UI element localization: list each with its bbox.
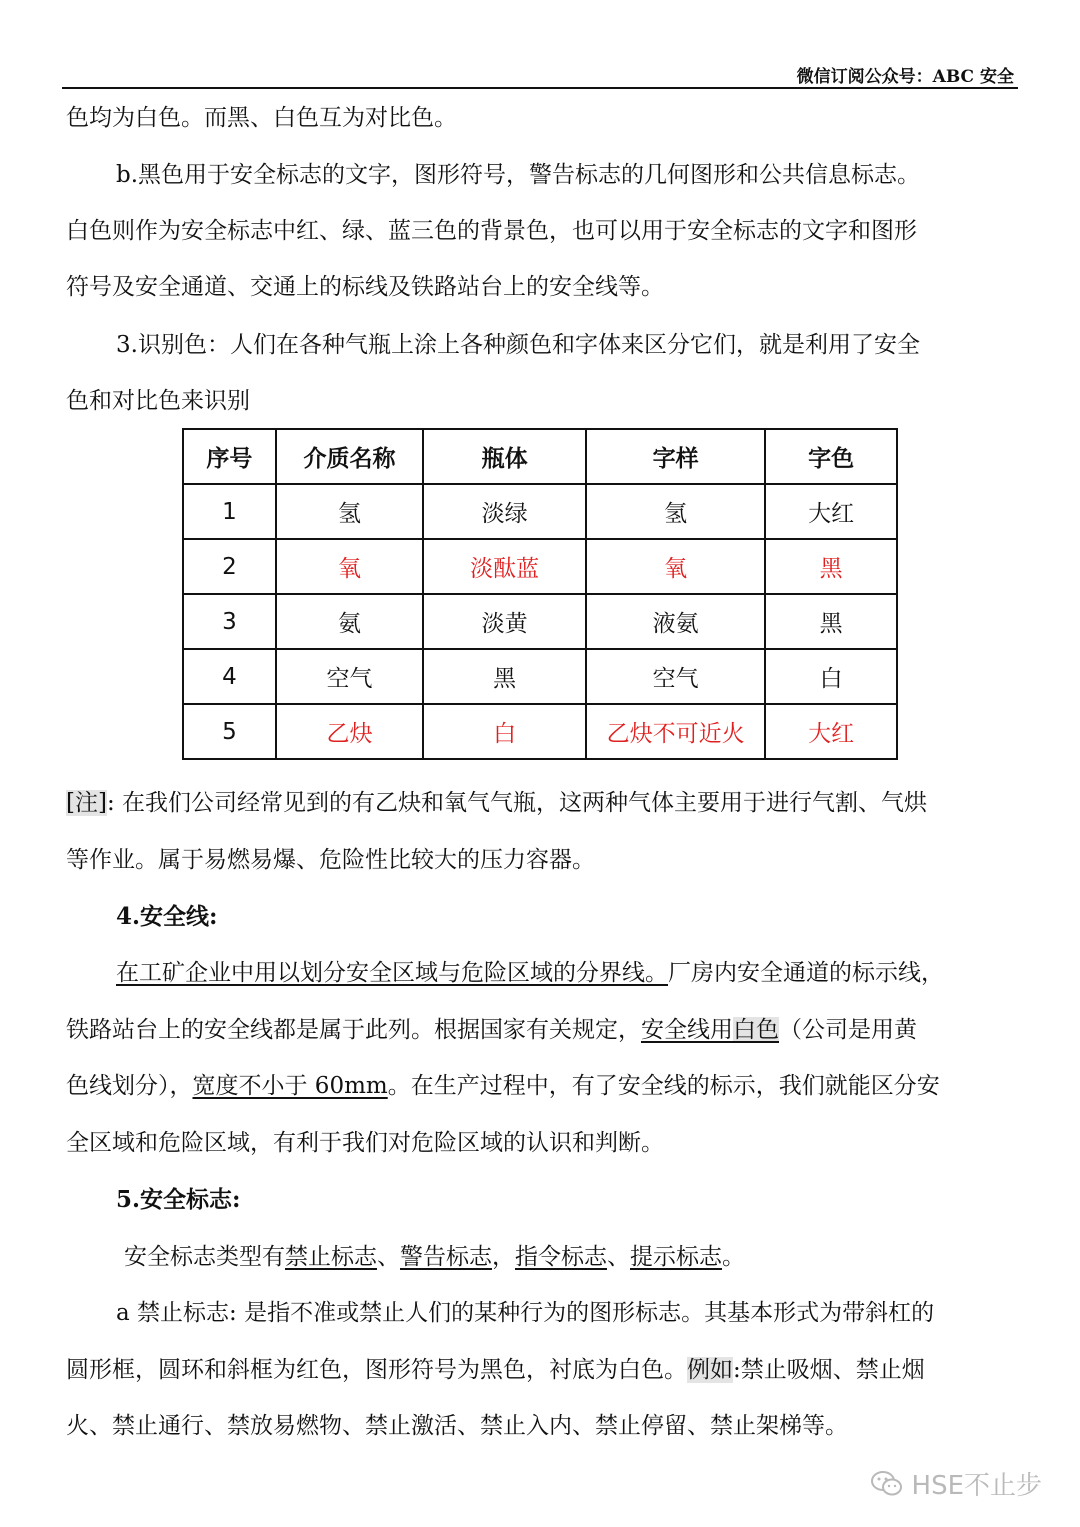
table-cell: 黑	[765, 594, 897, 649]
table-cell: 3	[183, 594, 276, 649]
table-row	[183, 594, 897, 649]
table-header-cell: 字色	[765, 429, 897, 484]
table-cell: 氢	[586, 484, 765, 539]
table-cell: 液氨	[586, 594, 765, 649]
table-row-highlighted	[183, 539, 897, 594]
section4-title: 4.安全线:	[116, 903, 218, 930]
safety-line-rule	[641, 1017, 779, 1043]
table-cell: 氧	[276, 539, 424, 594]
warning-sign-type: 警告标志	[400, 1244, 492, 1270]
section4-line3	[66, 1071, 1026, 1101]
section4-line2	[66, 1015, 1026, 1045]
table-cell: 白	[765, 649, 897, 704]
table-cell: 黑	[423, 649, 586, 704]
table-cell: 氢	[276, 484, 424, 539]
section4-text: （公司是用黄	[779, 1017, 917, 1043]
table-cell: 乙炔	[276, 704, 424, 759]
table-cell: 氨	[276, 594, 424, 649]
section4-text: 铁路站台上的安全线都是属于此列。根据国家有关规定，	[66, 1017, 641, 1043]
wechat-icon	[870, 1469, 904, 1499]
table-row-highlighted	[183, 704, 897, 759]
section5-text: :禁止吸烟、禁止烟	[733, 1357, 925, 1383]
note-line1	[66, 788, 1026, 818]
section5-a-line1: a 禁止标志: 是指不准或禁止人们的某种行为的图形标志。其基本形式为带斜杠的	[116, 1300, 935, 1326]
table-header-cell: 介质名称	[276, 429, 424, 484]
watermark	[870, 1465, 1042, 1502]
section5-title: 5.安全标志:	[116, 1186, 241, 1213]
table-header-cell: 序号	[183, 429, 276, 484]
section4-definition: 在工矿企业中用以划分安全区域与危险区域的分界线。	[116, 960, 668, 986]
separator: 。	[722, 1244, 745, 1270]
separator: 、	[607, 1244, 630, 1270]
table-cell: 白	[423, 704, 586, 759]
paragraph-b-line3: 符号及安全通道、交通上的标线及铁路站台上的安全线等。	[66, 274, 664, 300]
white-color-highlight: 白色	[733, 1017, 779, 1043]
section4-text: 厂房内安全通道的标示线，	[668, 960, 944, 986]
table-cell: 5	[183, 704, 276, 759]
width-requirement: 宽度不小于 60mm	[192, 1073, 388, 1099]
header-divider	[62, 87, 1018, 89]
table-header-cell: 瓶体	[423, 429, 586, 484]
separator: ，	[492, 1244, 515, 1270]
table-cell: 空气	[276, 649, 424, 704]
section5-text: 安全标志类型有	[124, 1244, 285, 1270]
watermark-text: HSE不止步	[911, 1471, 1042, 1501]
information-sign-type: 提示标志	[630, 1244, 722, 1270]
table-cell: 淡黄	[423, 594, 586, 649]
paragraph-b-line2: 白色则作为安全标志中红、绿、蓝三色的背景色，也可以用于安全标志的文字和图形	[66, 218, 917, 244]
table-cell: 4	[183, 649, 276, 704]
example-highlight: 例如	[687, 1357, 733, 1383]
gas-cylinder-color-table	[182, 428, 898, 760]
table-cell: 空气	[586, 649, 765, 704]
table-header-cell: 字样	[586, 429, 765, 484]
section4-text: 安全线用	[641, 1017, 733, 1043]
note-line2: 等作业。属于易燃易爆、危险性比较大的压力容器。	[66, 847, 595, 873]
paragraph-b-line1: b.黑色用于安全标志的文字，图形符号，警告标志的几何图形和公共信息标志。	[116, 162, 921, 188]
section5-types	[124, 1242, 1080, 1272]
table-row	[183, 484, 897, 539]
section4-line1	[116, 958, 1076, 988]
mandatory-sign-type: 指令标志	[515, 1244, 607, 1270]
table-cell: 大红	[765, 484, 897, 539]
section5-a-line2	[66, 1355, 1026, 1385]
table-cell: 淡绿	[423, 484, 586, 539]
table-cell: 乙炔不可近火	[586, 704, 765, 759]
paragraph-3-line2: 色和对比色来识别	[66, 388, 250, 414]
table-cell: 1	[183, 484, 276, 539]
section4-line4: 全区域和危险区域，有利于我们对危险区域的认识和判断。	[66, 1130, 664, 1156]
prohibition-sign-type: 禁止标志	[285, 1244, 377, 1270]
paragraph-contrast: 色均为白色。而黑、白色互为对比色。	[66, 105, 457, 131]
separator: 、	[377, 1244, 400, 1270]
section4-text: 色线划分），	[66, 1073, 193, 1099]
section4-text: 。在生产过程中，有了安全线的标示，我们就能区分安	[387, 1073, 940, 1099]
table-header-row	[183, 429, 897, 484]
note-tag: [注]	[66, 790, 107, 816]
table-cell: 氧	[586, 539, 765, 594]
header-title: 微信订阅公众号：ABC 安全	[796, 67, 1014, 87]
section5-text: 圆形框，圆环和斜框为红色，图形符号为黑色，衬底为白色。	[66, 1357, 687, 1383]
paragraph-3-line1: 3.识别色：人们在各种气瓶上涂上各种颜色和字体来区分它们，就是利用了安全	[116, 332, 920, 358]
table-cell: 淡酞蓝	[423, 539, 586, 594]
table-cell: 大红	[765, 704, 897, 759]
table-row	[183, 649, 897, 704]
table-cell: 2	[183, 539, 276, 594]
table-cell: 黑	[765, 539, 897, 594]
note-text: : 在我们公司经常见到的有乙炔和氧气气瓶，这两种气体主要用于进行气割、气烘	[106, 790, 928, 816]
section5-a-line3: 火、禁止通行、禁放易燃物、禁止激活、禁止入内、禁止停留、禁止架梯等。	[66, 1413, 848, 1439]
